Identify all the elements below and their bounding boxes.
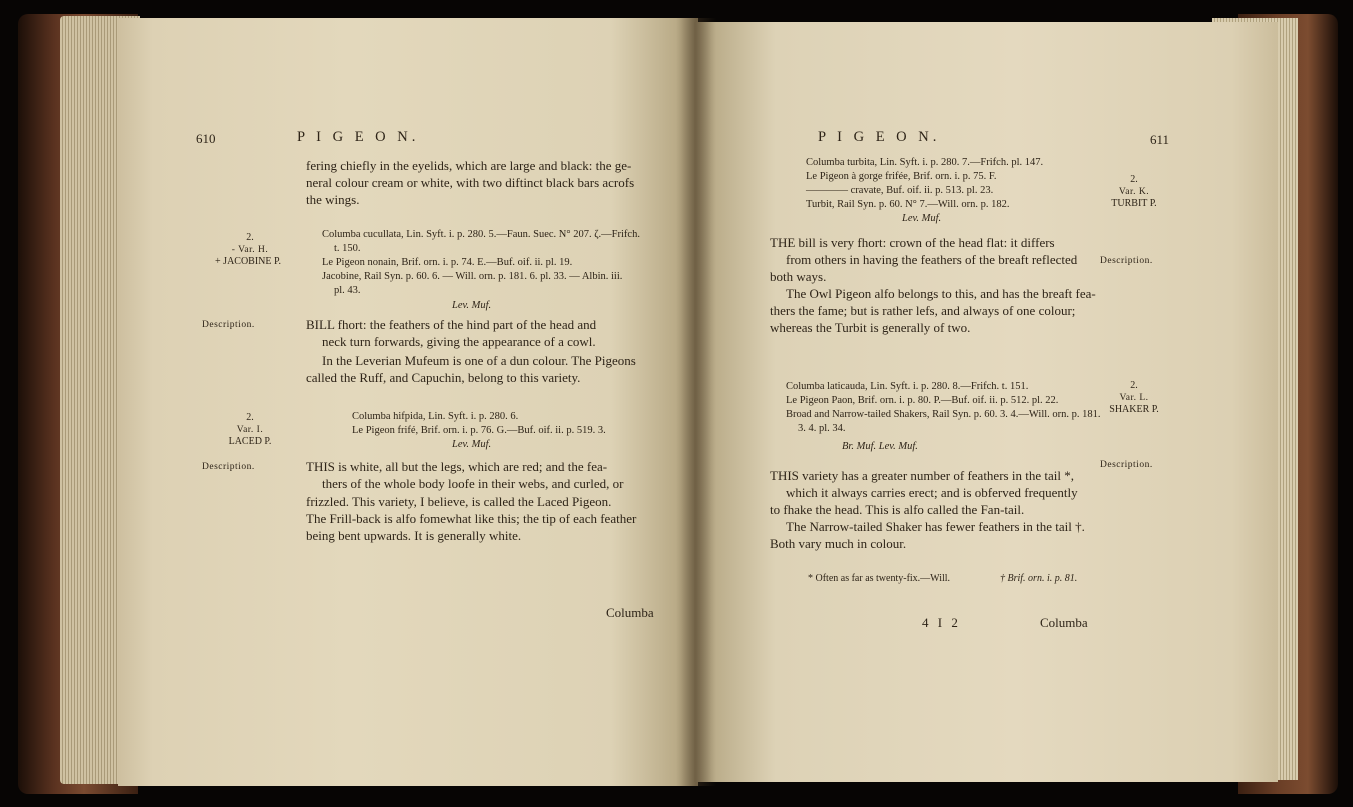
var-h-description-line: In the Leverian Mufeum is one of a dun colour. The Pigeons: [322, 353, 636, 368]
var-h-name: + JACOBINE P.: [215, 256, 281, 267]
var-k-description-line: THE bill is very fhort: crown of the head flat: it differs: [770, 235, 1055, 250]
intro-line-2: neral colour cream or white, with two diftinct black bars acrofs: [306, 175, 635, 190]
var-l-description-line: Both vary much in colour.: [770, 536, 907, 551]
var-k-synonym: Turbit, Rail Syn. p. 60. N° 7.—Will. orn. p. 182.: [806, 199, 1010, 210]
var-l-synonym: Broad and Narrow-tailed Shakers, Rail Syn. p. 60. 3. 4.—Will. orn. p. 181.: [786, 409, 1101, 420]
footnote: † Brif. orn. i. p. 81.: [1000, 573, 1078, 584]
book-gutter: [676, 18, 716, 786]
var-k-label: Var. K.: [1118, 187, 1150, 197]
var-h-description-line: neck turn forwards, giving the appearance of a cowl.: [322, 334, 596, 349]
var-i-description-line: THIS is white, all but the legs, which are red; and the fea-: [306, 459, 608, 474]
var-h-description-line: called the Ruff, and Capuchin, belong to this variety.: [306, 370, 581, 385]
var-h-label: - Var. H.: [231, 245, 269, 255]
right-catchword: Columba: [1040, 615, 1088, 630]
var-l-synonym: Columba laticauda, Lin. Syft. i. p. 280. 8.—Frifch. t. 151.: [786, 381, 1029, 392]
intro-line-3: the wings.: [306, 192, 360, 207]
left-running-head: P I G E O N.: [297, 129, 420, 145]
var-i-description-line: being bent upwards. It is generally white.: [306, 528, 522, 543]
var-k-synonym: ———— cravate, Buf. oif. ii. p. 513. pl. 23.: [806, 185, 994, 196]
var-i-label: Var. I.: [236, 425, 264, 435]
var-i-description-line: The Frill-back is alfo fomewhat like this; the tip of each feather: [306, 511, 637, 526]
var-l-label: Var. L.: [1119, 393, 1149, 403]
var-h-description-line: BILL fhort: the feathers of the hind part of the head and: [306, 317, 597, 332]
var-i-synonym: Lev. Muf.: [452, 439, 492, 450]
var-k-description-label: Description.: [1100, 256, 1153, 266]
var-i-synonym: Columba hifpida, Lin. Syft. i. p. 280. 6.: [352, 411, 519, 422]
var-i-synonym: Le Pigeon frifé, Brif. orn. i. p. 76. G.—Buf. oif. ii. p. 519. 3.: [352, 425, 606, 436]
var-l-synonym: Br. Muf. Lev. Muf.: [842, 441, 918, 452]
var-k-description-line: from others in having the feathers of the breaft reflected: [786, 252, 1078, 267]
var-l-synonym: Le Pigeon Paon, Brif. orn. i. p. 80. P.—Buf. oif. ii. p. 512. pl. 22.: [786, 395, 1059, 406]
var-l-synonym: 3. 4. pl. 34.: [798, 423, 846, 434]
var-l-description-line: to fhake the head. This is alfo called the Fan-tail.: [770, 502, 1025, 517]
var-h-synonym: Le Pigeon nonain, Brif. orn. i. p. 74. E.—Buf. oif. ii. pl. 19.: [322, 257, 573, 268]
var-h-description-label: Description.: [202, 320, 255, 330]
var-h-number: 2.: [246, 232, 254, 243]
right-running-head: P I G E O N.: [818, 129, 941, 145]
var-h-synonym: pl. 43.: [334, 285, 361, 296]
left-catchword: Columba: [606, 605, 654, 620]
var-k-synonym: Lev. Muf.: [902, 213, 942, 224]
var-i-number: 2.: [246, 412, 254, 423]
var-l-number: 2.: [1130, 380, 1138, 391]
var-l-description-line: which it always carries erect; and is obferved frequently: [786, 485, 1078, 500]
var-k-description-line: whereas the Turbit is generally of two.: [770, 320, 971, 335]
footnote: * Often as far as twenty-fix.—Will.: [808, 573, 951, 584]
var-h-synonym: t. 150.: [334, 243, 361, 254]
var-k-synonym: Columba turbita, Lin. Syft. i. p. 280. 7.—Frifch. pl. 147.: [806, 157, 1044, 168]
var-k-name: TURBIT P.: [1111, 198, 1157, 209]
signature-mark: 4 I 2: [922, 615, 961, 630]
var-h-synonym: Columba cucullata, Lin. Syft. i. p. 280. 5.—Faun. Suec. N° 207. ζ.—Frifch.: [322, 229, 640, 240]
left-page-number: 610: [196, 131, 216, 146]
var-k-description-line: both ways.: [770, 269, 827, 284]
var-k-description-line: The Owl Pigeon alfo belongs to this, and has the breaft fea-: [786, 286, 1096, 301]
var-i-description-line: thers of the whole body loofe in their webs, and curled, or: [322, 476, 624, 491]
right-page-number: 611: [1150, 132, 1170, 147]
var-h-synonym: Jacobine, Rail Syn. p. 60. 6. — Will. orn. p. 181. 6. pl. 33. — Albin. iii.: [322, 271, 623, 282]
var-l-description-line: THIS variety has a greater number of feathers in the tail *,: [770, 468, 1074, 483]
var-i-name: LACED P.: [228, 436, 272, 447]
var-i-description-line: frizzled. This variety, I believe, is called the Laced Pigeon.: [306, 494, 612, 509]
var-k-description-line: thers the fame; but is rather lefs, and always of one colour;: [770, 303, 1076, 318]
var-l-description-label: Description.: [1100, 460, 1153, 470]
var-i-description-label: Description.: [202, 462, 255, 472]
var-k-synonym: Le Pigeon à gorge frifée, Brif. orn. i. p. 75. F.: [806, 171, 997, 182]
intro-line-1: fering chiefly in the eyelids, which are large and black: the ge-: [306, 158, 632, 173]
var-l-description-line: The Narrow-tailed Shaker has fewer feathers in the tail †.: [786, 519, 1085, 534]
var-k-number: 2.: [1130, 174, 1138, 185]
var-h-synonym: Lev. Muf.: [452, 300, 492, 311]
var-l-name: SHAKER P.: [1109, 404, 1159, 415]
